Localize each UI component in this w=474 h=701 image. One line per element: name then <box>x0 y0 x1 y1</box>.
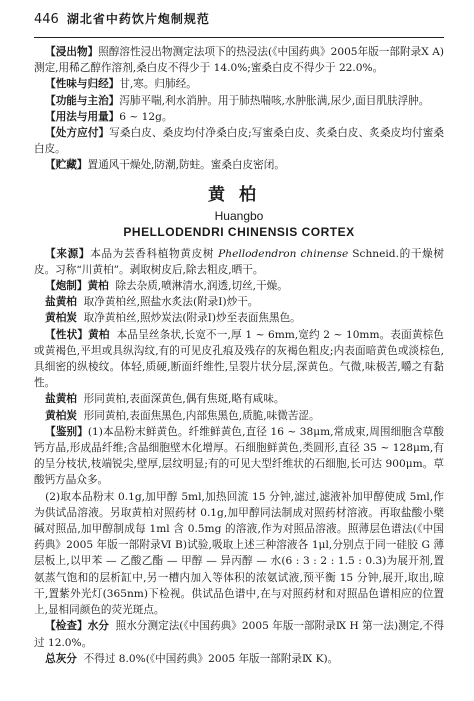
water-text: 照水分测定法(《中国药典》2005 年版一部附录Ⅸ H 第一法)测定,不得过 12.0%。 <box>34 620 444 649</box>
water-label: 水分 <box>87 620 109 633</box>
source-species: Phellodendron chinense <box>218 247 349 260</box>
extract-label: 【浸出物】 <box>45 46 99 58</box>
nature-label: 【性味与归经】 <box>45 78 120 91</box>
process-paragraph <box>34 278 444 294</box>
traits-hbt-text: 形同黄柏,表面焦黑色,内部焦黑色,质脆,味微苦涩。 <box>83 409 320 422</box>
traits-yhb-text: 形同黄柏,表面深黄色,偶有焦斑,略有咸味。 <box>83 393 285 406</box>
source-label: 【来源】 <box>45 247 91 260</box>
ash-paragraph <box>34 651 444 667</box>
dosage-text: 6 ~ 12g。 <box>119 110 173 123</box>
monograph-title: 黄柏 <box>208 184 270 205</box>
source-text-2: Schneid.的干燥树皮。习称“川黄柏”。剥取树皮后,除去粗皮,晒干。 <box>34 247 444 276</box>
source-text-1: 本品为芸香科植物黄皮树 <box>90 247 219 260</box>
process-label: 【炮制】 <box>45 280 88 293</box>
monograph-pinyin: Huangbo <box>214 208 264 223</box>
page-number: 446 <box>34 12 59 27</box>
process-hbt-label: 黄柏炭 <box>45 312 77 325</box>
ident-paragraph-2 <box>34 489 444 619</box>
process-yhb-label: 盐黄柏 <box>45 296 77 309</box>
ash-label: 总灰分 <box>45 652 77 665</box>
monograph-latin: PHELLODENDRI CHINENSIS CORTEX <box>123 224 355 239</box>
storage-paragraph <box>34 157 444 173</box>
ident-text-1: (1)本品粉末鲜黄色。纤维鲜黄色,直径 16 ~ 38μm,常成束,周围细胞含草酸钙方晶,形成晶纤维;含晶细胞壁木化增厚。石细胞鲜黄色,类圆形,直径 35 ~ 128μm,有的呈分枝状,枝端锐尖,壁厚,层纹明显;有的可见大型纤维状的石细胞,长可达 900μm。草酸钙方晶众多。 <box>34 425 444 487</box>
storage-text: 置通风干燥处,防潮,防蛀。蜜桑白皮密闭。 <box>87 159 285 172</box>
rx-paragraph <box>34 125 444 157</box>
traits-hbt-paragraph <box>34 408 444 424</box>
ident-text-2: (2)取本品粉末 0.1g,加甲醇 5ml,加热回流 15 分钟,滤过,滤液补加甲醇使成 5ml,作为供试品溶液。另取黄柏对照药材 0.1g,加甲醇同法制成对照药材溶液。再取盐酸小檗碱对照品,加甲醇制成每 1ml 含 0.5mg 的溶液,作为对照品溶液。照薄层色谱法(《中国药典》2005 年版一部附录Ⅵ B)试验,吸取上述三种溶液各 1μl,分别点于同一硅胶 G 薄层板上,以甲苯 — 乙酸乙酯 — 甲醇 — 异丙醇 — 水(6 : 3 : 2 : 1.5 : 0.3)为展开剂,置氨蒸气饱和的层析缸中,另一槽内加入等体积的浓氨试液,预平衡 15 分钟,展开,取出,晾干,置紫外光灯(365nm)下检视。供试品色谱中,在与对照药材和对照品色谱相应的位置上,显相同颜色的荧光斑点。 <box>34 490 444 617</box>
extract-paragraph <box>34 44 444 76</box>
process-yhb-text: 取净黄柏丝,照盐水炙法(附录Ⅰ)炒干。 <box>83 296 259 309</box>
check-paragraph <box>34 618 444 650</box>
storage-label: 【贮藏】 <box>45 159 88 172</box>
nature-paragraph <box>34 76 444 92</box>
traits-hb-label: 黄柏 <box>88 328 110 341</box>
traits-paragraph <box>34 327 444 392</box>
traits-yhb-paragraph <box>34 391 444 407</box>
dosage-label: 【用法与用量】 <box>45 110 120 123</box>
process-yhb-paragraph <box>34 294 444 310</box>
function-label: 【功能与主治】 <box>45 94 120 107</box>
nature-text: 甘,寒。归肺经。 <box>119 78 197 91</box>
process-hb-text: 除去杂质,喷淋清水,润透,切丝,干燥。 <box>115 280 288 293</box>
traits-label: 【性状】 <box>45 328 89 341</box>
check-label: 【检查】 <box>45 620 88 633</box>
dosage-paragraph <box>34 109 444 125</box>
traits-yhb-label: 盐黄柏 <box>45 393 77 406</box>
function-paragraph <box>34 93 444 109</box>
rx-label: 【处方应付】 <box>45 127 110 140</box>
ident-label: 【鉴别】 <box>45 425 88 438</box>
header-rule <box>34 37 444 38</box>
traits-hb-text: 本品呈丝条状,长宽不一,厚 1 ~ 6mm,宽约 2 ~ 10mm。表面黄棕色或黄褐色,平坦或具纵沟纹,有的可见皮孔痕及残存的灰褐色粗皮;内表面暗黄色或淡棕色,具细密的纵棱纹。体轻,质硬,断面纤维性,呈裂片状分层,深黄色。气微,味极苦,嚼之有黏性。 <box>34 328 444 390</box>
traits-hbt-label: 黄柏炭 <box>45 409 77 422</box>
extract-text: 照醇溶性浸出物测定法项下的热浸法(《中国药典》2005年版一部附录Ⅹ A)测定,用稀乙醇作溶剂,桑白皮不得少于 14.0%;蜜桑白皮不得少于 22.0%。 <box>34 46 445 75</box>
process-hbt-text: 取净黄柏丝,照炒炭法(附录Ⅰ)炒至表面焦黑色。 <box>83 312 301 325</box>
ident-paragraph-1 <box>34 424 444 489</box>
function-text: 泻肺平喘,利水消肿。用于肺热喘咳,水肿胀满,尿少,面目肌肤浮肿。 <box>119 94 430 107</box>
running-header <box>34 0 444 34</box>
rx-text: 写桑白皮、桑皮均付净桑白皮;写蜜桑白皮、炙桑白皮、炙桑皮均付蜜桑白皮。 <box>34 127 444 156</box>
ash-text: 不得过 8.0%(《中国药典》2005 年版一部附录Ⅸ K)。 <box>83 652 339 665</box>
book-title: 湖北省中药饮片炮制规范 <box>66 12 210 26</box>
process-hb-label: 黄柏 <box>87 280 109 293</box>
source-paragraph <box>34 246 444 278</box>
process-hbt-paragraph <box>34 310 444 326</box>
